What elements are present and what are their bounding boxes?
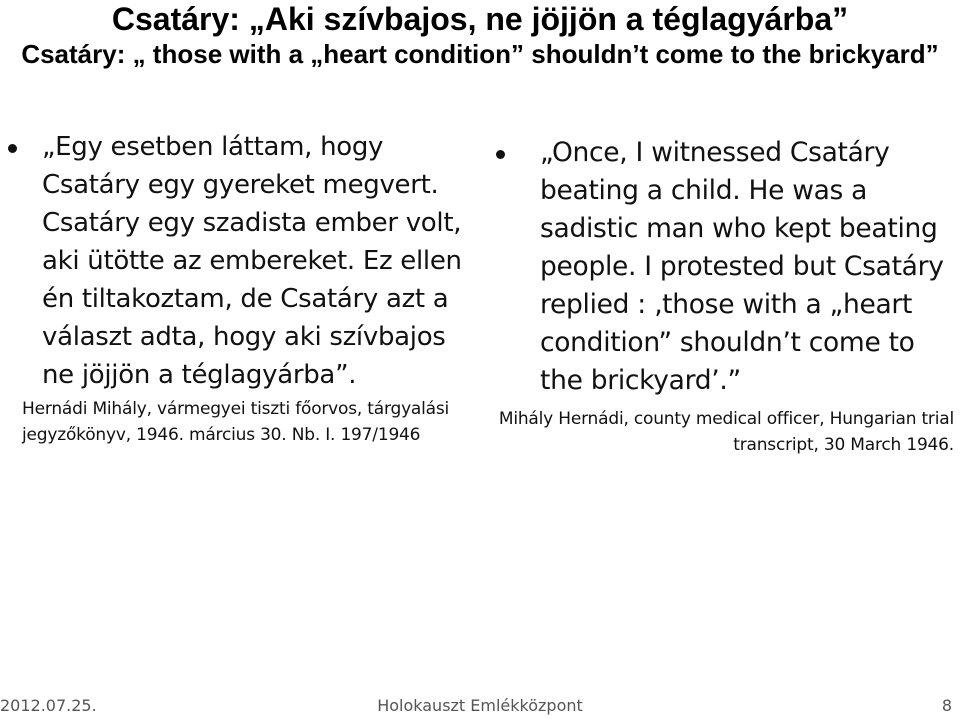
footer-date: 2012.07.25.	[0, 696, 97, 715]
bullet-icon	[496, 150, 505, 159]
right-quote-text: „Once, I witnessed Csatáry beating a child. He was a sadistic man who kept beating people. I protested but Csatáry replied : ‚those with a „heart condition” shouldn’t come to the brickyard’.”	[540, 137, 944, 396]
slide-title: Csatáry: „Aki szívbajos, ne jöjjön a téglagyárba”	[111, 1, 849, 37]
left-quote-text: „Egy esetben láttam, hogy Csatáry egy gyereket megvert. Csatáry egy szadista ember volt, aki ütötte az embereket. Ez ellen én tiltakoztam, de Csatáry azt a választ adta, hogy aki szívbajos ne jöjjön a téglagyárba”.	[42, 132, 462, 390]
footer-organization: Holokauszt Emlékközpont	[377, 696, 583, 715]
left-bullet-item	[6, 128, 476, 394]
slide-subtitle: Csatáry: „ those with a „heart condition” shouldn’t come to the brickyard”	[21, 39, 939, 69]
footer-page-number: 8	[941, 696, 952, 715]
bullet-icon	[8, 144, 17, 153]
left-source-citation: Hernádi Mihály, vármegyei tiszti főorvos, tárgyalási jegyzőkönyv, 1946. március 30. Nb. I. 197/1946	[22, 399, 450, 445]
left-column	[6, 128, 476, 448]
right-bullet-item	[492, 134, 954, 400]
right-source-citation: Mihály Hernádi, county medical officer, Hungarian trial transcript, 30 March 1946.	[498, 409, 954, 455]
right-column	[492, 134, 954, 458]
